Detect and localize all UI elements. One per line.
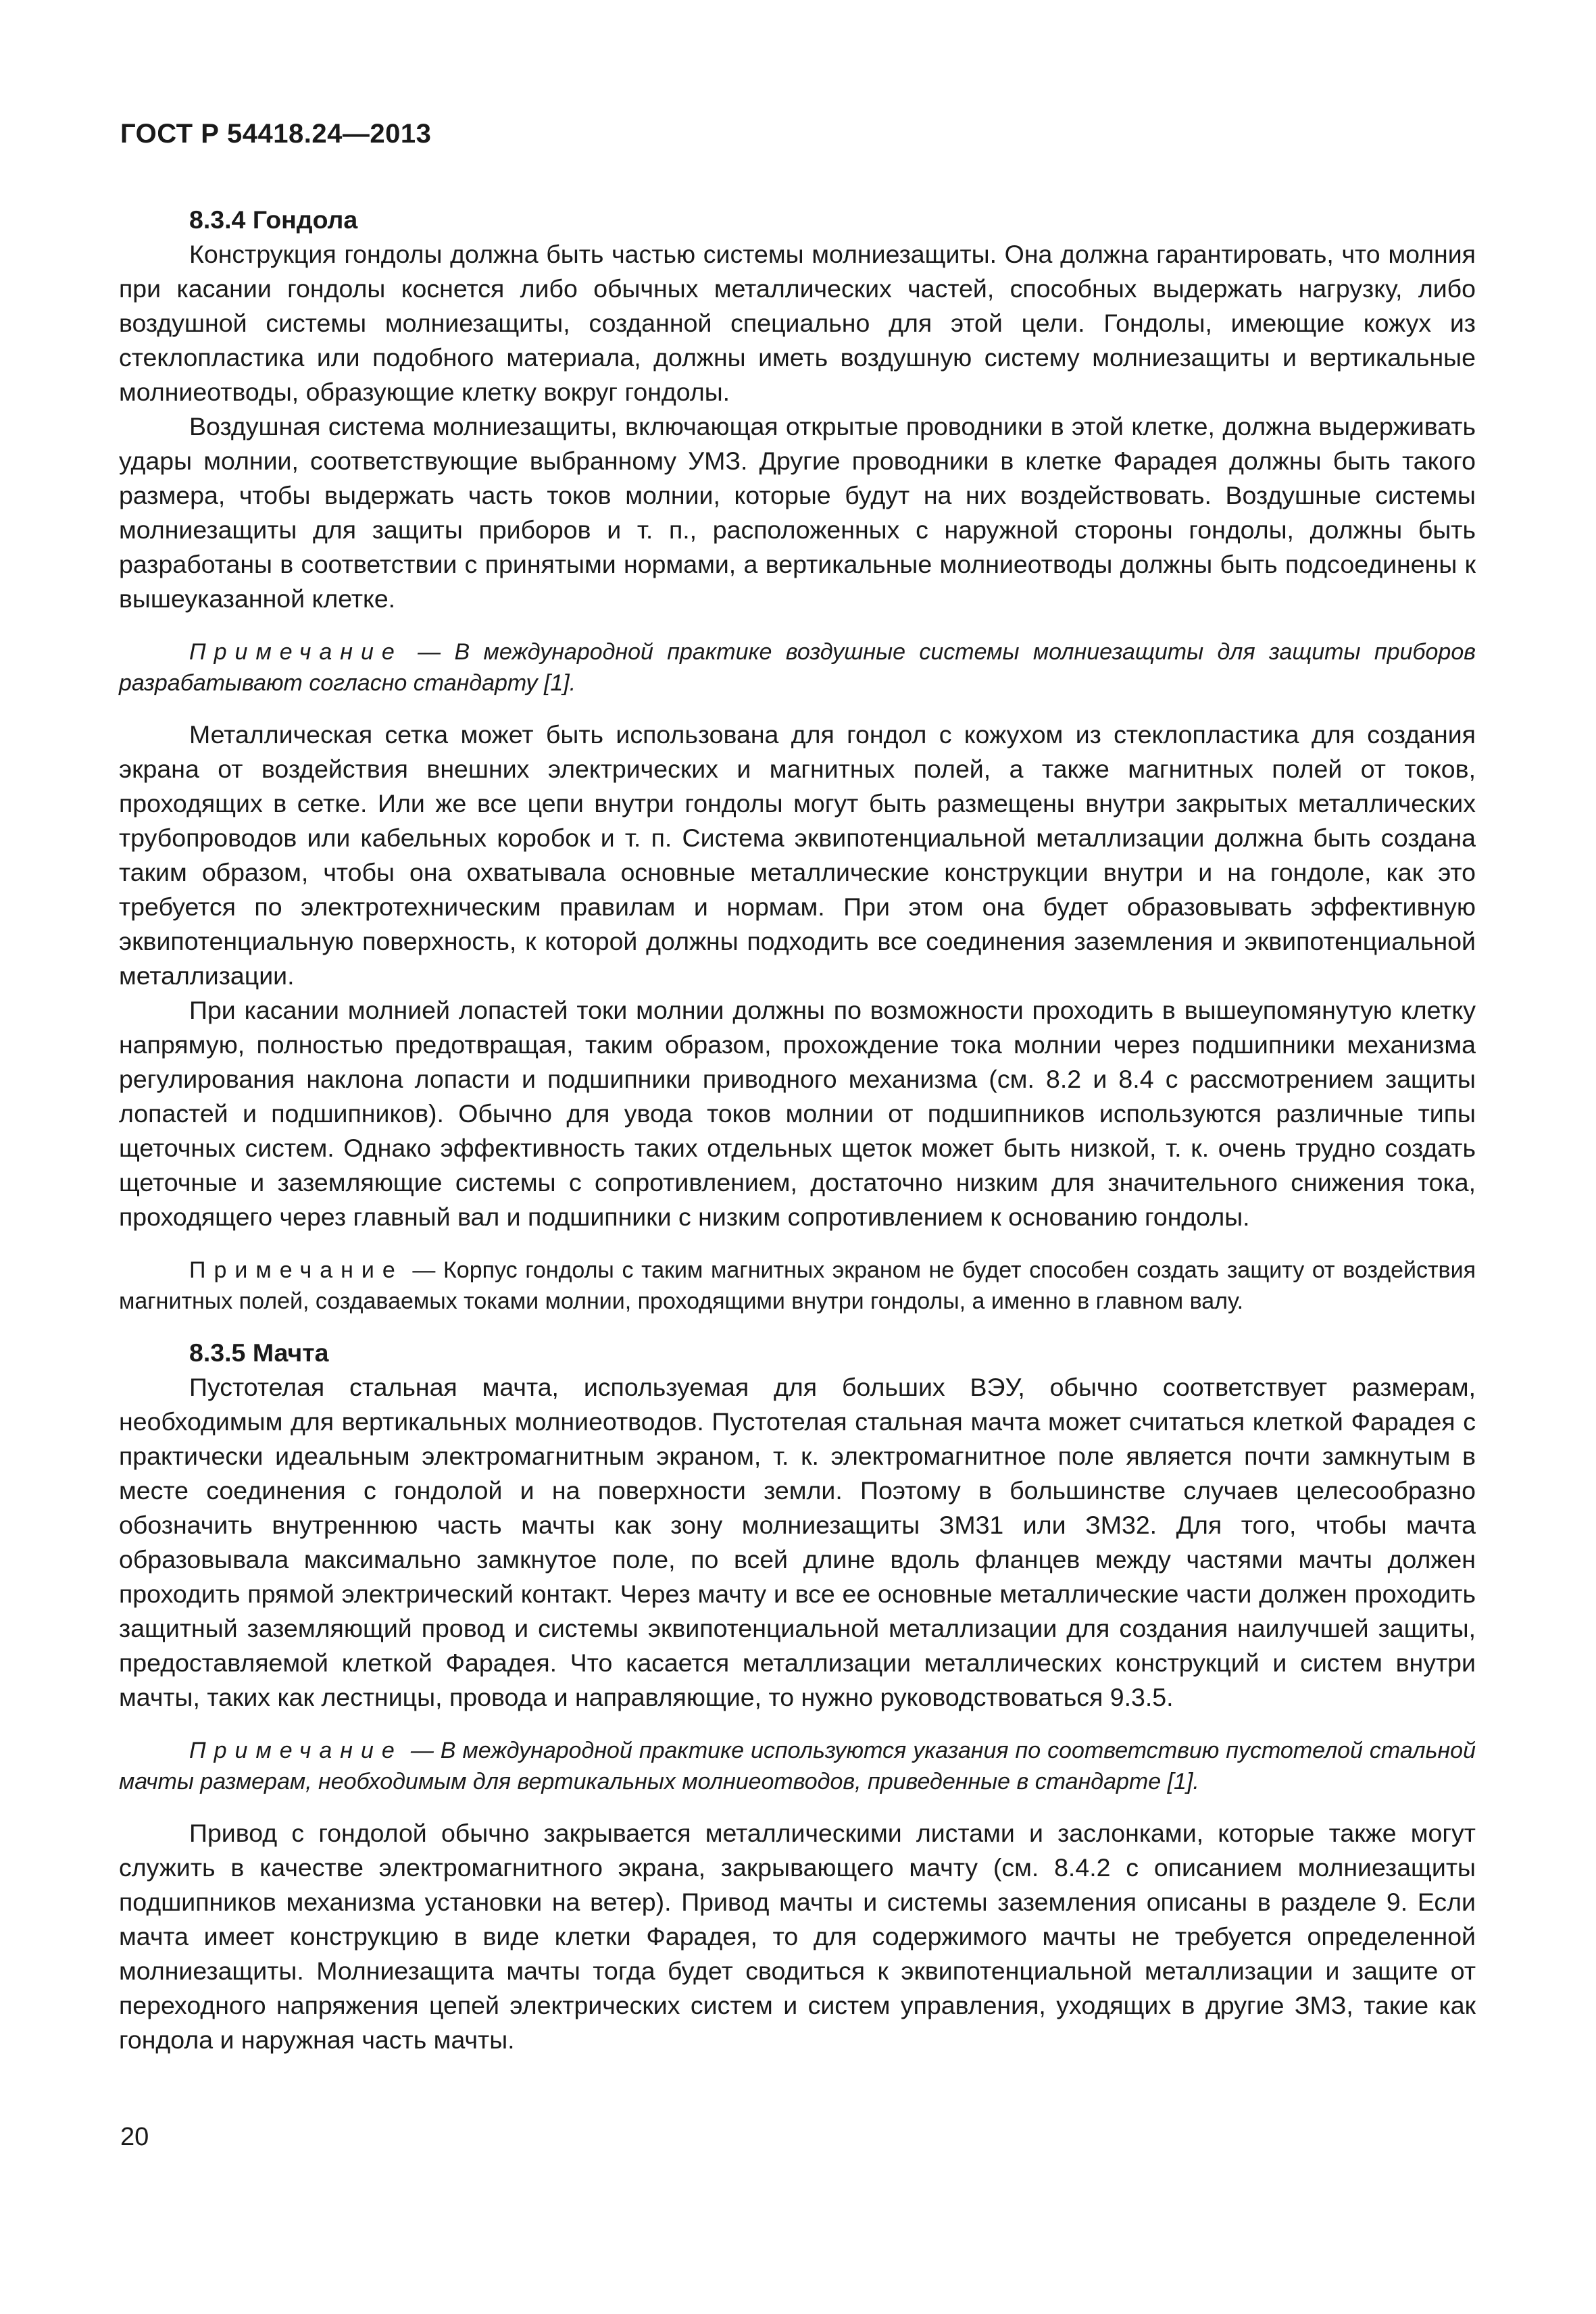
note-text: — В международной практике воздушные системы молниезащиты для защиты приборов разрабатывают согласно стандарту [1]. [119,639,1476,696]
document-code-header: ГОСТ Р 54418.24—2013 [120,119,432,149]
section-heading-mast: 8.3.5 Мачта [189,1338,329,1367]
paragraph: Металлическая сетка может быть использована для гондол с кожухом из стеклопластика для создания экрана от воздействия внешних электрических и магнитных полей, а также магнитных полей от токов, проходящих в сетке. Или же все цепи внутри гондолы могут быть размещены внутри закрытых металлических трубопроводов или кабельных коробок и т. п. Система эквипотенциальной металлизации должна быть создана таким образом, чтобы она охватывала основные металлические конструкции внутри и на гондоле, как это требуется по электротехническим правилам и нормам. При этом она будет образовывать эффективную эквипотенциальную поверхность, к которой должны подходить все соединения заземления и эквипотенциальной металлизации. [119,720,1476,990]
note-text: — Корпус гондолы с таким магнитных экраном не будет способен создать защиту от воздействия магнитных полей, создаваемых токами молнии, проходящими внутри гондолы, а именно в главном валу. [119,1257,1476,1314]
note-label: Примечание [189,639,403,665]
section-heading-gondola: 8.3.4 Гондола [189,205,358,234]
note [119,1735,1476,1797]
paragraph: Пустотелая стальная мачта, используемая для больших ВЭУ, обычно соответствует размерам, необходимым для вертикальных молниеотводов. Пустотелая стальная мачта может считаться клеткой Фарадея с практически идеальным электромагнитным экраном, т. к. электромагнитное поле является почти замкнутым в месте соединения с гондолой и на поверхности земли. Поэтому в большинстве случаев целесообразно обозначить внутреннюю часть мачты как зону молниезащиты ЗМ31 или ЗМ32. Для того, чтобы мачта образовывала максимально замкнутое поле, по всей длине вдоль фланцев между частями мачты должен проходить прямой электрический контакт. Через мачту и все ее основные металлические части должен проходить защитный заземляющий провод и системы эквипотенциальной металлизации для создания наилучшей защиты, предоставляемой клеткой Фарадея. Что касается металлизации металлических конструкций и систем внутри мачты, таких как лестницы, провода и направляющие, то нужно руководствоваться 9.3.5. [119,1373,1476,1711]
note-text: — В международной практике используются указания по соответствию пустотелой стальной мачты размерам, необходимым для вертикальных молниеотводов, приведенные в стандарте [1]. [119,1738,1476,1794]
paragraph: При касании молнией лопастей токи молнии должны по возможности проходить в вышеупомянутую клетку напрямую, полностью предотвращая, таким образом, прохождение тока молнии через подшипники механизма регулирования наклона лопасти и подшипники приводного механизма (см. 8.2 и 8.4 с рассмотрением защиты лопастей и подшипников). Обычно для увода токов молнии от подшипников используются различные типы щеточных систем. Однако эффективность таких отдельных щеток может быть низкой, т. к. очень трудно создать щеточные и заземляющие системы с сопротивлением, достаточно низким для значительного снижения тока, проходящего через главный вал и подшипники с низким сопротивлением к основанию гондолы. [119,996,1476,1231]
note-label: Примечание [189,1257,403,1283]
page-number: 20 [120,2123,149,2151]
paragraph: Конструкция гондолы должна быть частью системы молниезащиты. Она должна гарантировать, что молния при касании гондолы коснется либо обычных металлических частей, способных выдержать нагрузку, либо воздушной системы молниезащиты, созданной специально для этой цели. Гондолы, имеющие кожух из стеклопластика или подобного материала, должны иметь воздушную систему молниезащиты и вертикальные молниеотводы, образующие клетку вокруг гондолы. [119,240,1476,406]
paragraph: Привод с гондолой обычно закрывается металлическими листами и заслонками, которые также могут служить в качестве электромагнитного экрана, закрывающего мачту (см. 8.4.2 с описанием молниезащиты подшипников механизма установки на ветер). Привод мачты и системы заземления описаны в разделе 9. Если мачта имеет конструкцию в виде клетки Фарадея, то для содержимого мачты не требуется определенной молниезащиты. Молниезащита мачты тогда будет сводиться к эквипотенциальной металлизации и защите от переходного напряжения цепей электрических систем и систем управления, уходящих в другие ЗМЗ, такие как гондола и наружная часть мачты. [119,1819,1476,2054]
note [119,1255,1476,1317]
note-label: Примечание [189,1738,403,1763]
paragraph: Воздушная система молниезащиты, включающая открытые проводники в этой клетке, должна выдерживать удары молнии, соответствующие выбранному УМЗ. Другие проводники в клетке Фарадея должны быть такого размера, чтобы выдержать часть токов молнии, которые будут на них воздействовать. Воздушные системы молниезащиты для защиты приборов и т. п., расположенных с наружной стороны гондолы, должны быть разработаны в соответствии с принятыми нормами, а вертикальные молниеотводы должны быть подсоединены к вышеуказанной клетке. [119,412,1476,613]
page-content [119,203,1476,2057]
note [119,636,1476,699]
